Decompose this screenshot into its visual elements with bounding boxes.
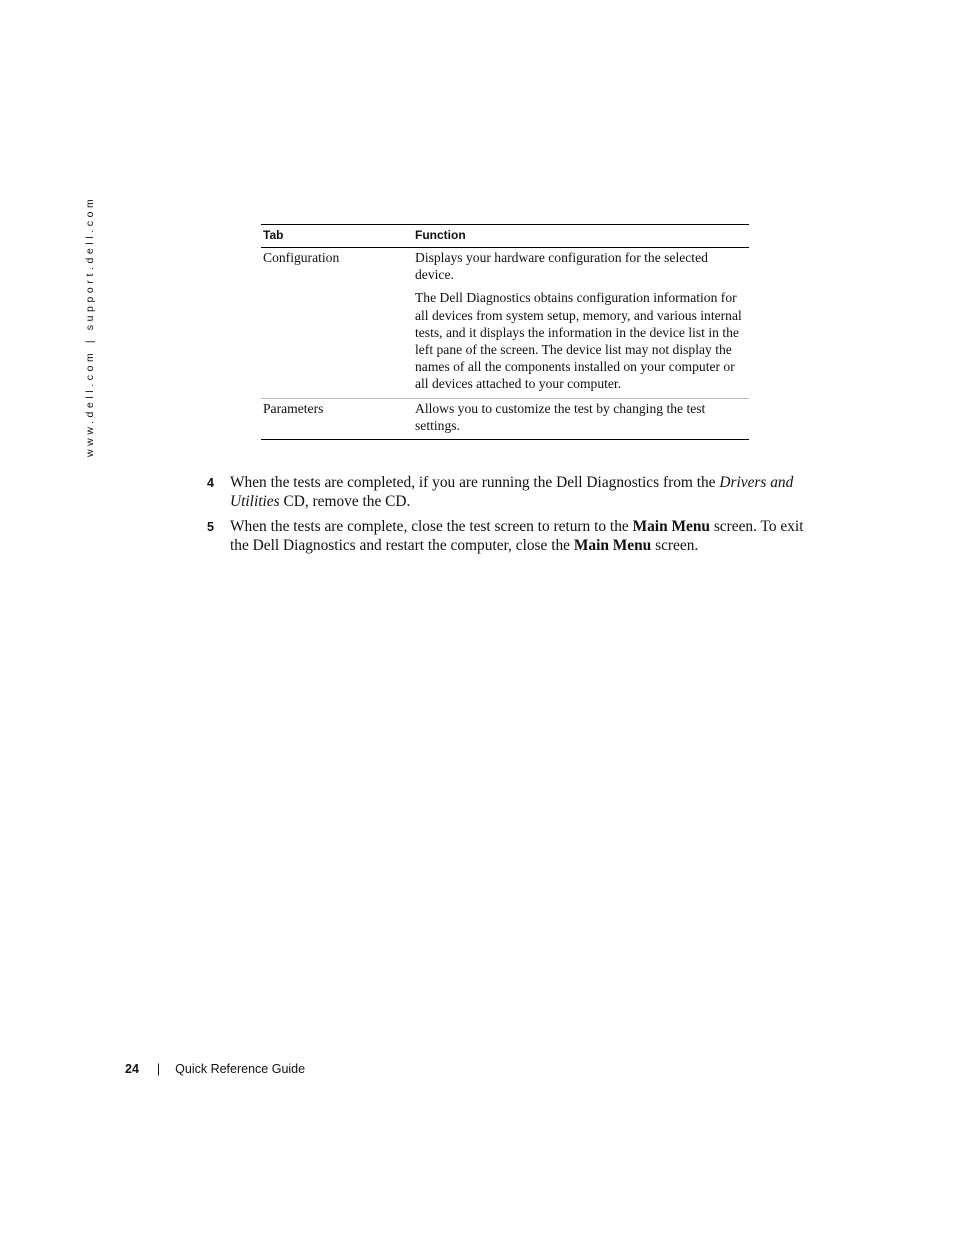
step-text-part: When the tests are completed, if you are running the Dell Diagnostics from the: [230, 474, 720, 491]
page-number: 24: [125, 1062, 139, 1076]
step-text-bold: Main Menu: [573, 537, 652, 555]
step-number: 4: [207, 476, 214, 490]
step-text: [230, 517, 817, 556]
table-row: [261, 398, 749, 439]
step-text-part: When the tests are complete, close the test screen to return to the: [230, 518, 633, 535]
step-number: 5: [207, 520, 214, 534]
page-footer: [125, 1062, 305, 1076]
function-description: [413, 248, 749, 399]
tab-name: Configuration: [263, 250, 340, 265]
table-row: [261, 248, 749, 399]
step-text-emphasis: Drivers and Utilities: [230, 474, 794, 511]
table-header-row: [261, 225, 749, 248]
header-tab: Tab: [263, 228, 284, 242]
function-paragraph: Allows you to customize the test by changing the test settings.: [415, 400, 706, 433]
tab-function-table: [261, 224, 749, 440]
step-4: [207, 473, 817, 512]
step-5: [207, 517, 817, 556]
guide-title: Quick Reference Guide: [175, 1062, 306, 1076]
function-description: [413, 398, 749, 439]
tab-name: Parameters: [263, 400, 324, 416]
header-function: Function: [415, 228, 466, 242]
function-paragraph: The Dell Diagnostics obtains configuration information for all devices from system setup, memory, and various internal tests, and it displays the information in the device list in the left pane of the screen. The device list may not display the names of all the components installed on your computer or all devices attached to your computer.: [415, 290, 742, 392]
step-text: [230, 473, 817, 512]
function-paragraph: Displays your hardware configuration for the selected device.: [415, 250, 708, 283]
step-text-bold: Main Menu: [632, 518, 710, 535]
sidebar-url: www.dell.com | support.dell.com: [84, 195, 96, 457]
step-text-part: CD, remove the CD.: [279, 493, 411, 511]
footer-separator: |: [156, 1062, 161, 1076]
step-text-part: screen.: [651, 537, 699, 555]
step-text-part: screen. To exit the Dell Diagnostics and restart the computer, close the: [230, 518, 804, 555]
